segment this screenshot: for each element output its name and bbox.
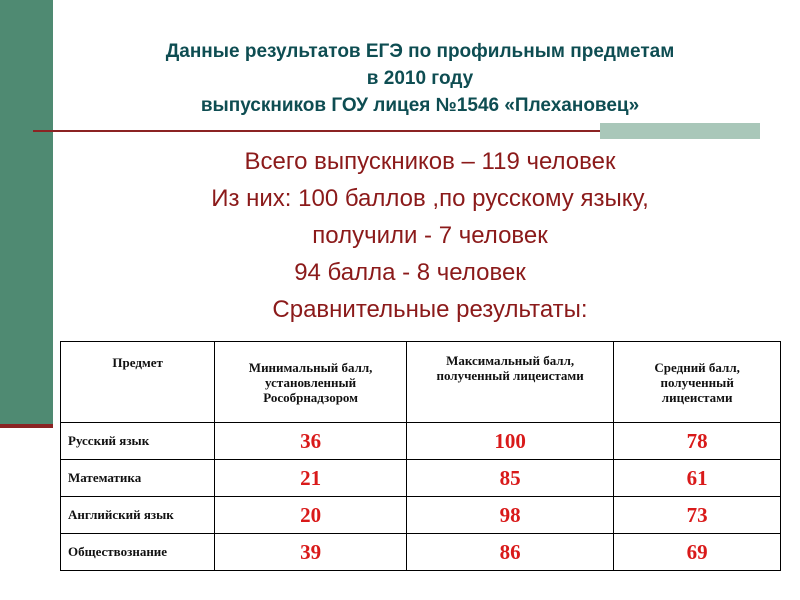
row-max-score: 86 — [406, 534, 613, 571]
summary-text — [60, 147, 800, 332]
results-table — [60, 341, 781, 571]
row-min-score: 21 — [215, 460, 407, 497]
summary-line-2: Из них: 100 баллов ,по русскому языку, — [211, 185, 649, 212]
table-row — [61, 497, 781, 534]
header-avg-line-1: Средний балл, — [654, 359, 740, 375]
header-subject: Предмет — [61, 342, 215, 423]
header-max-score — [406, 342, 613, 423]
header-min-line-3: Рособрнадзором — [263, 389, 359, 405]
title-line-3: выпускников ГОУ лицея №1546 «Плехановец» — [200, 95, 640, 116]
header-min-line-1: Минимальный балл, — [248, 359, 373, 375]
header-max-line-1: Максимальный балл, — [446, 353, 575, 368]
decorative-side-line — [0, 424, 53, 428]
header-min-line-2: установленный — [265, 374, 357, 390]
header-avg-score — [614, 342, 781, 423]
row-avg-score: 61 — [614, 460, 781, 497]
header-avg-line-3: лицеистами — [661, 389, 733, 405]
decorative-side-bar — [0, 0, 53, 424]
table-row — [61, 534, 781, 571]
table-header-row — [61, 342, 781, 423]
row-min-score: 20 — [215, 497, 407, 534]
header-avg-line-2: полученный — [660, 374, 734, 390]
row-subject: Обществознание — [61, 534, 215, 571]
summary-line-3: получили - 7 человек — [312, 222, 548, 249]
row-subject: Математика — [61, 460, 215, 497]
title-line-1: Данные результатов ЕГЭ по профильным предметам — [165, 41, 675, 62]
table-row — [61, 460, 781, 497]
row-max-score: 100 — [406, 423, 613, 460]
summary-line-5: Сравнительные результаты: — [272, 296, 588, 323]
row-avg-score: 69 — [614, 534, 781, 571]
summary-line-1: Всего выпускников – 119 человек — [244, 148, 616, 175]
row-avg-score: 78 — [614, 423, 781, 460]
row-max-score: 85 — [406, 460, 613, 497]
row-min-score: 36 — [215, 423, 407, 460]
row-max-score: 98 — [406, 497, 613, 534]
divider-accent-block — [600, 123, 760, 139]
row-subject: Английский язык — [61, 497, 215, 534]
header-max-line-2: полученный лицеистами — [436, 368, 584, 383]
row-avg-score: 73 — [614, 497, 781, 534]
slide-title — [60, 38, 780, 119]
table-row — [61, 423, 781, 460]
summary-line-4: 94 балла - 8 человек — [294, 259, 526, 286]
row-min-score: 39 — [215, 534, 407, 571]
title-line-2: в 2010 году — [366, 68, 474, 89]
header-min-score — [215, 342, 407, 423]
row-subject: Русский язык — [61, 423, 215, 460]
